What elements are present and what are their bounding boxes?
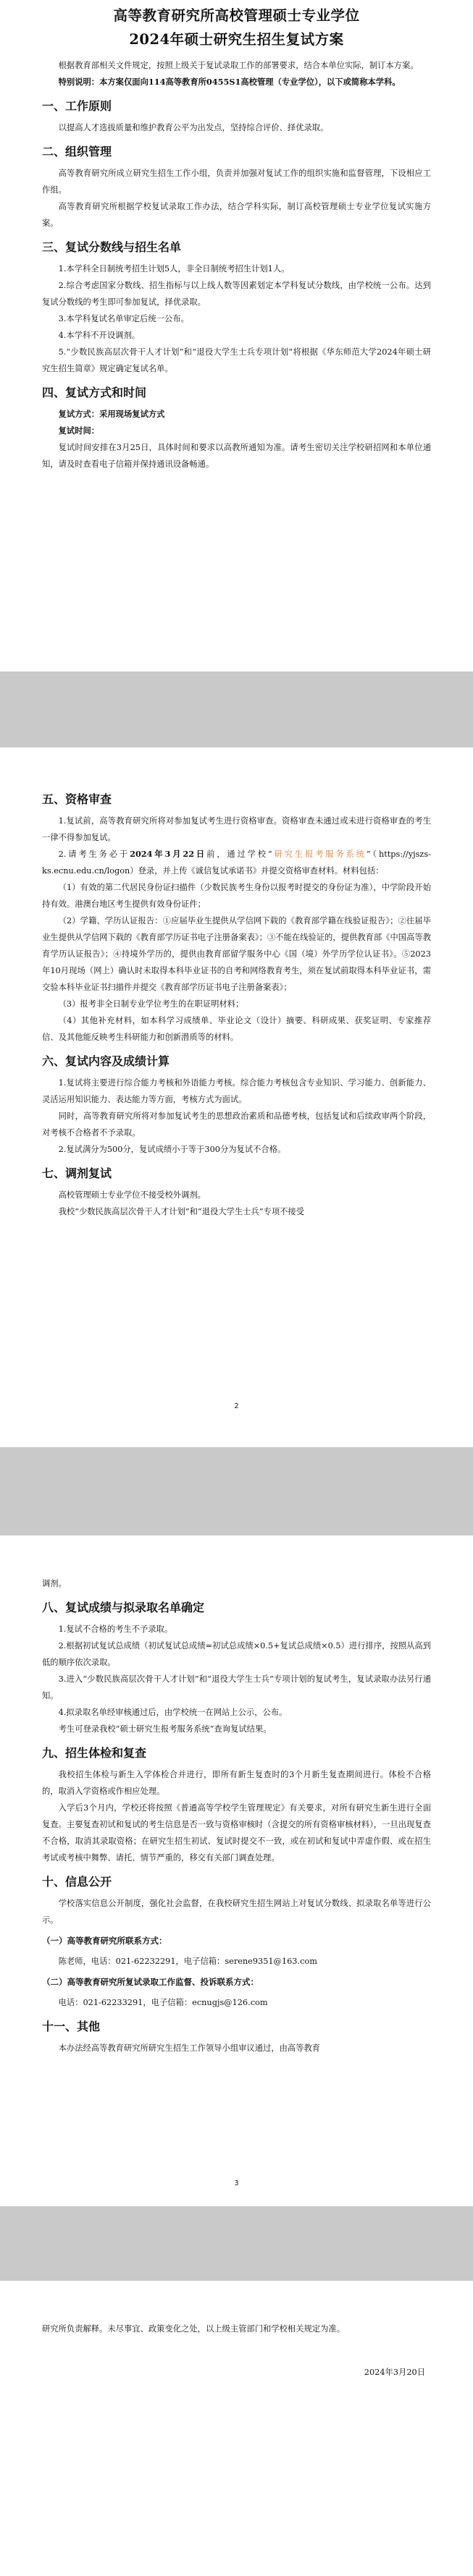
page-2	[0, 747, 473, 1447]
section-11-p1a: 本办法经高等教育研究所研究生招生工作领导小组审议通过，由高等教育	[58, 2043, 321, 2053]
page-1	[0, 0, 473, 671]
section-8-p5: 考生可登录我校“硕士研究生报考服务系统”查询复试结果。	[58, 1724, 272, 1734]
section-3-p5: 5.“少数民族高层次骨干人才计划”和“退役大学生士兵专项计划”将根据《华东师范大学2024年硕士研究生招生简章》规定确定复试名单。	[42, 347, 431, 373]
section-2-p1: 高等教育研究所成立研究生招生工作小组，负责并加强对复试工作的组织实施和监督管理，下设相应工作组。	[42, 169, 431, 195]
section-6-p3: 2.复试满分为500分，复试成绩小于等于300分为复试不合格。	[58, 1145, 286, 1154]
section-5-item2: （2）学籍、学历认证报告：①应届毕业生提供从学信网下载的《教育部学籍在线验证报告》；②往届毕业生提供从学信网下载的《教育部学历证书电子注册备案表》；③不能在线验证的，提供教育部《中国高等教育学历认证报告》；④持境外学历的，提供由教育部留学服务中心《国（境）外学历学位认证书》。⑤2023年10月现场（网上）确认时未取得本科毕业证书的自考和网络教育考生，须在复试前取得本科毕业证书，需交验本科毕业证书扫描件并提交《教育部学历证书电子注册备案表》；	[42, 916, 431, 992]
s5-p2-mid: 前，通过学校“	[206, 850, 272, 859]
doc-title-line1: 高等教育研究所高校管理硕士专业学位	[113, 7, 360, 24]
section-8-p1: 1.复试不合格的考生不予录取。	[58, 1624, 173, 1634]
section-6-title: 六、复试内容及成绩计算	[42, 1054, 170, 1068]
section-8-title: 八、复试成绩与拟录取名单确定	[42, 1601, 205, 1614]
doc-title-line2: 2024年硕士研究生招生复试方案	[129, 31, 344, 48]
section-1-p1: 以提高人才选拔质量和维护教育公平为出发点，坚持综合评价、择优录取。	[58, 123, 329, 132]
section-7-title: 七、调剂复试	[42, 1166, 112, 1180]
section-5-item4: （4）其他补充材料，如本科学习成绩单、毕业论文（设计）摘要、科研成果、获奖证明、专家推荐信、及其他能反映考生科研能力和创新潜质等的材料。	[42, 1016, 431, 1042]
section-5-p1: 1.复试前，高等教育研究所将对参加复试考生进行资格审查。资格审查未通过或未进行资格审查的考生一律不得参加复试。	[42, 816, 431, 842]
section-10-p1: 学校落实信息公开制度，强化社会监督，在我校研究生招生网站上对复试分数线、拟录取名单等进行公示。	[42, 1899, 431, 1925]
section-4-time-text: 复试时间安排在3月25日，具体时间和要求以高教所通知为准。请考生密切关注学校研招网和本单位通知，请及时查看电子信箱并保持通讯设备畅通。	[42, 443, 431, 469]
section-10-contact-heading-2: （二）高等教育研究所复试录取工作监督、投诉联系方式：	[42, 1977, 259, 1987]
section-9-p1: 我校招生体检与新生入学体检合并进行，即所有新生复查时的3个月新生复查期间进行。体检不合格的，取消入学资格或作相应处理。	[42, 1770, 431, 1796]
section-6-p2: 同时，高等教育研究所将对参加复试考生的思想政治素质和品德考核，包括复试和后续政审两个阶段，对考核不合格者不予录取。	[42, 1111, 431, 1137]
special-note: 特别说明：本方案仅面向114高等教育所0455S1高校管理（专业学位），以下或简称本学科。	[58, 77, 401, 87]
section-5-p2	[42, 846, 431, 879]
section-3-p4: 4.本学科不开设调剂。	[58, 331, 141, 340]
section-3-title: 三、复试分数线与招生名单	[42, 240, 182, 254]
section-8-p2: 2.根据初试复试总成绩（初试复试总成绩=初试总成绩×0.5+复试总成绩×0.5）进行排序，按照从高到低的顺序依次录取。	[42, 1641, 431, 1667]
section-9-p2: 入学后3个月内，学校还将按照《普通高等学校学生管理规定》有关要求，对所有研究生新生进行全面复查。主要复查初试和复试的考生信息是否一致与资格审核时（含提交的所有资格审核材料），一旦出现复查不合格，取消其录取资格；在研究生招生初试、复试时提交不一致，或在初试和复试中弄虚作假、或在招生考试或考核中舞弊、请托、情节严重的，移交有关部门调查处理。	[42, 1803, 431, 1863]
section-2-title: 二、组织管理	[42, 145, 112, 158]
page-number: 3	[234, 2179, 239, 2187]
page-4	[0, 2281, 473, 2576]
section-11-p1b: 研究所负责解释。未尽事宜、政策变化之处，以上级主管部门和学校相关规定为准。	[42, 2324, 345, 2334]
section-5-item1: （1）有效的第二代居民身份证扫描件（少数民族考生身份以报考时提交的身份证为准），中学阶段开始持有效。港澳台地区考生提供有效身份证件；	[42, 883, 431, 909]
section-10-title: 十、信息公开	[42, 1875, 112, 1889]
section-8-p4: 4.拟录取名单经审核通过后，由学校统一在网站上公示，公布。	[58, 1708, 288, 1717]
section-5-item3: （3）报考非全日制专业学位考生的在职证明材料；	[58, 999, 244, 1009]
section-7-p1: 高校管理硕士专业学位不接受校外调剂。	[58, 1190, 206, 1200]
section-3-p2: 2.综合考虑国家分数线、招生指标与以上线人数等因素划定本学科复试分数线，由学校统一公布。达到复试分数线的考生即可参加复试，择优录取。	[42, 281, 431, 307]
section-9-title: 九、招生体检和复查	[42, 1746, 147, 1760]
section-4-method: 复试方式：采用现场复试方式	[58, 409, 165, 419]
section-4-time-label: 复试时间：	[58, 425, 100, 436]
section-11-title: 十一、其他	[42, 2020, 101, 2033]
application-system-link[interactable]: 研究生报考服务系统	[272, 850, 367, 859]
section-10-contact-heading-1: （一）高等教育研究所联系方式：	[42, 1936, 167, 1946]
section-5-title: 五、资格审查	[42, 792, 112, 806]
section-7-p2a: 我校“少数民族高层次骨干人才计划”和“退役大学生士兵”专项不接受	[58, 1207, 305, 1216]
page-number: 2	[234, 1402, 239, 1410]
section-4-title: 四、复试方式和时间	[42, 386, 147, 399]
intro-paragraph: 根据教育部相关文件规定，按照上级关于复试录取工作的部署要求，结合本单位实际，制订本方案。	[58, 61, 419, 70]
page-3	[0, 1535, 473, 2206]
section-10-contact-2: 电话：021-62233291，电子信箱：ecnugjs@126.com	[58, 1998, 268, 2007]
section-10-contact-1: 陈老师，电话：021-62232291，电子信箱：serene9351@163.com	[58, 1957, 317, 1966]
document-date: 2024年3月20日	[364, 2368, 425, 2377]
section-8-p3: 3.进入“少数民族高层次骨干人才计划”和“退役大学生士兵”专项计划的复试考生，复试录取办法另行通知。	[42, 1674, 431, 1700]
s5-p2-pre: 2.请考生务必于	[58, 850, 130, 859]
s5-deadline-date: 2024年3月22日	[130, 849, 207, 859]
section-2-p2: 高等教育研究所根据学校复试录取工作办法，结合学科实际，制订高校管理硕士专业学位复试实施方案。	[42, 202, 431, 228]
s5-p2-url: ”（https://yjszs-ks.ecnu.edu.cn/logon）登录，并上传《诚信复试承诺书》并提交资格审查材料。材料包括：	[42, 850, 431, 876]
section-6-p1: 1.复试将主要进行综合能力考核和外语能力考核。综合能力考核包含专业知识、学习能力、创新能力、灵活运用知识能力、表达能力等方面，考核方式为面试。	[42, 1078, 431, 1104]
section-7-p2b: 调剂。	[42, 1579, 67, 1588]
section-3-p1: 1.本学科全日制统考招生计划5人，非全日制统考招生计划1人。	[58, 264, 290, 274]
section-1-title: 一、工作原则	[42, 99, 112, 113]
section-3-p3: 3.本学科复试名单审定后统一公布。	[58, 314, 189, 323]
